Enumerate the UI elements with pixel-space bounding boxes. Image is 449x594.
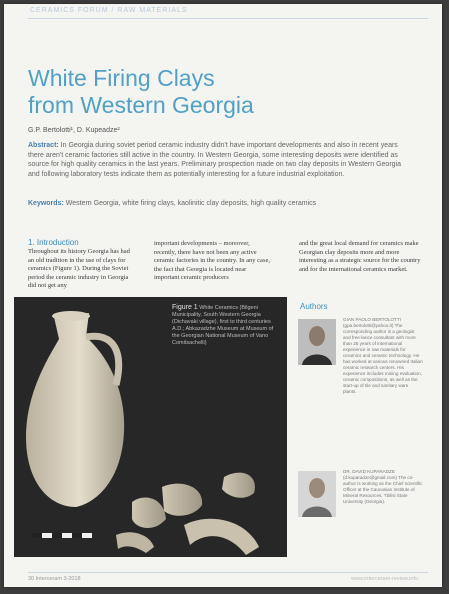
magazine-page: [4, 4, 442, 587]
title-line-2: from Western Georgia: [28, 92, 254, 118]
body-column-3: and the great local demand for ceramics make Georgian clay deposits more and more interesting as a strategic source for the country and for the international ceramics market.: [299, 240, 421, 273]
header-rule: [28, 18, 428, 19]
abstract: [28, 141, 408, 179]
author-1-photo: [298, 319, 336, 365]
authors-heading: Authors: [300, 302, 328, 311]
body-column-1: Throughout its history Georgia has had an old tradition in the use of clays for ceramics (Figure 1). During the Soviet period the ceramic industry in Georgia did not get any: [28, 248, 130, 290]
footer-url: www.interceram-review.info: [351, 576, 418, 582]
article-authors: G.P. Bertolotti¹, D. Kupeadze²: [28, 127, 120, 134]
section-header: CERAMICS FORUM / RAW MATERIALS: [30, 7, 188, 14]
figure-caption-text: White Ceramics (Bilgeni Municipality, South Western Georgia (Dichavaki village), first to third centuries A.D.; Abkazadzhe Museum at Museum of the Georgian National Museum of Vano Comitsachelli): [172, 305, 274, 346]
keywords-text: Western Georgia, white firing clays, kaolinitic clay deposits, high quality ceramics: [63, 200, 317, 207]
footer-rule: [28, 572, 428, 573]
keywords: [28, 200, 408, 207]
article-title: [28, 65, 358, 119]
person-icon: [298, 471, 336, 517]
introduction-heading: 1. Introduction: [28, 238, 79, 247]
author-2-photo: [298, 471, 336, 517]
author-2-bio: DR. DAVID KUPARADZE (d.kuparadze@gmail.com) The co-author is working as the Chief scientific Officer at the Caucasian Institute of Mineral Resources, Tbilisi State University (Georgia).: [343, 469, 423, 504]
footer-page-info: 30 Interceram 3-2018: [28, 576, 81, 582]
author-1-bio: GIAN PAOLO BERTOLOTTI (gpa.bertolotti@yahoo.it) The corresponding author is a geologist and free-lance consultant with more than 25 years of international experience in raw materials for ceramics and ceramic technology. He has worked at various renowned Italian ceramic research centers. His experience includes mining evaluation, ceramic compositions, as well as the start-up of tile and sanitary ware plants.: [343, 317, 423, 394]
person-icon: [298, 319, 336, 365]
body-column-2: important developments – moreover, recently, there have not been any active ceramic factories in the country. In any case, the fact that Georgia is located near important ceramic producers: [154, 240, 270, 282]
keywords-label: Keywords:: [28, 200, 64, 207]
figure-label: Figure 1: [172, 304, 198, 311]
title-line-1: White Firing Clays: [28, 65, 215, 91]
abstract-label: Abstract:: [28, 142, 59, 149]
figure-caption: [172, 304, 280, 347]
abstract-text: In Georgia during soviet period ceramic industry didn't have important developments and also in recent years there aren't ceramic factories still active in the country. In Western Georgia, some interesting deposits were identified as source for high quality ceramics in the last years. Preliminary prospection made on two clay deposits in Western Georgia and following laboratory tests indicate them as potentially interesting for a future industrial exploitation.: [28, 142, 401, 178]
